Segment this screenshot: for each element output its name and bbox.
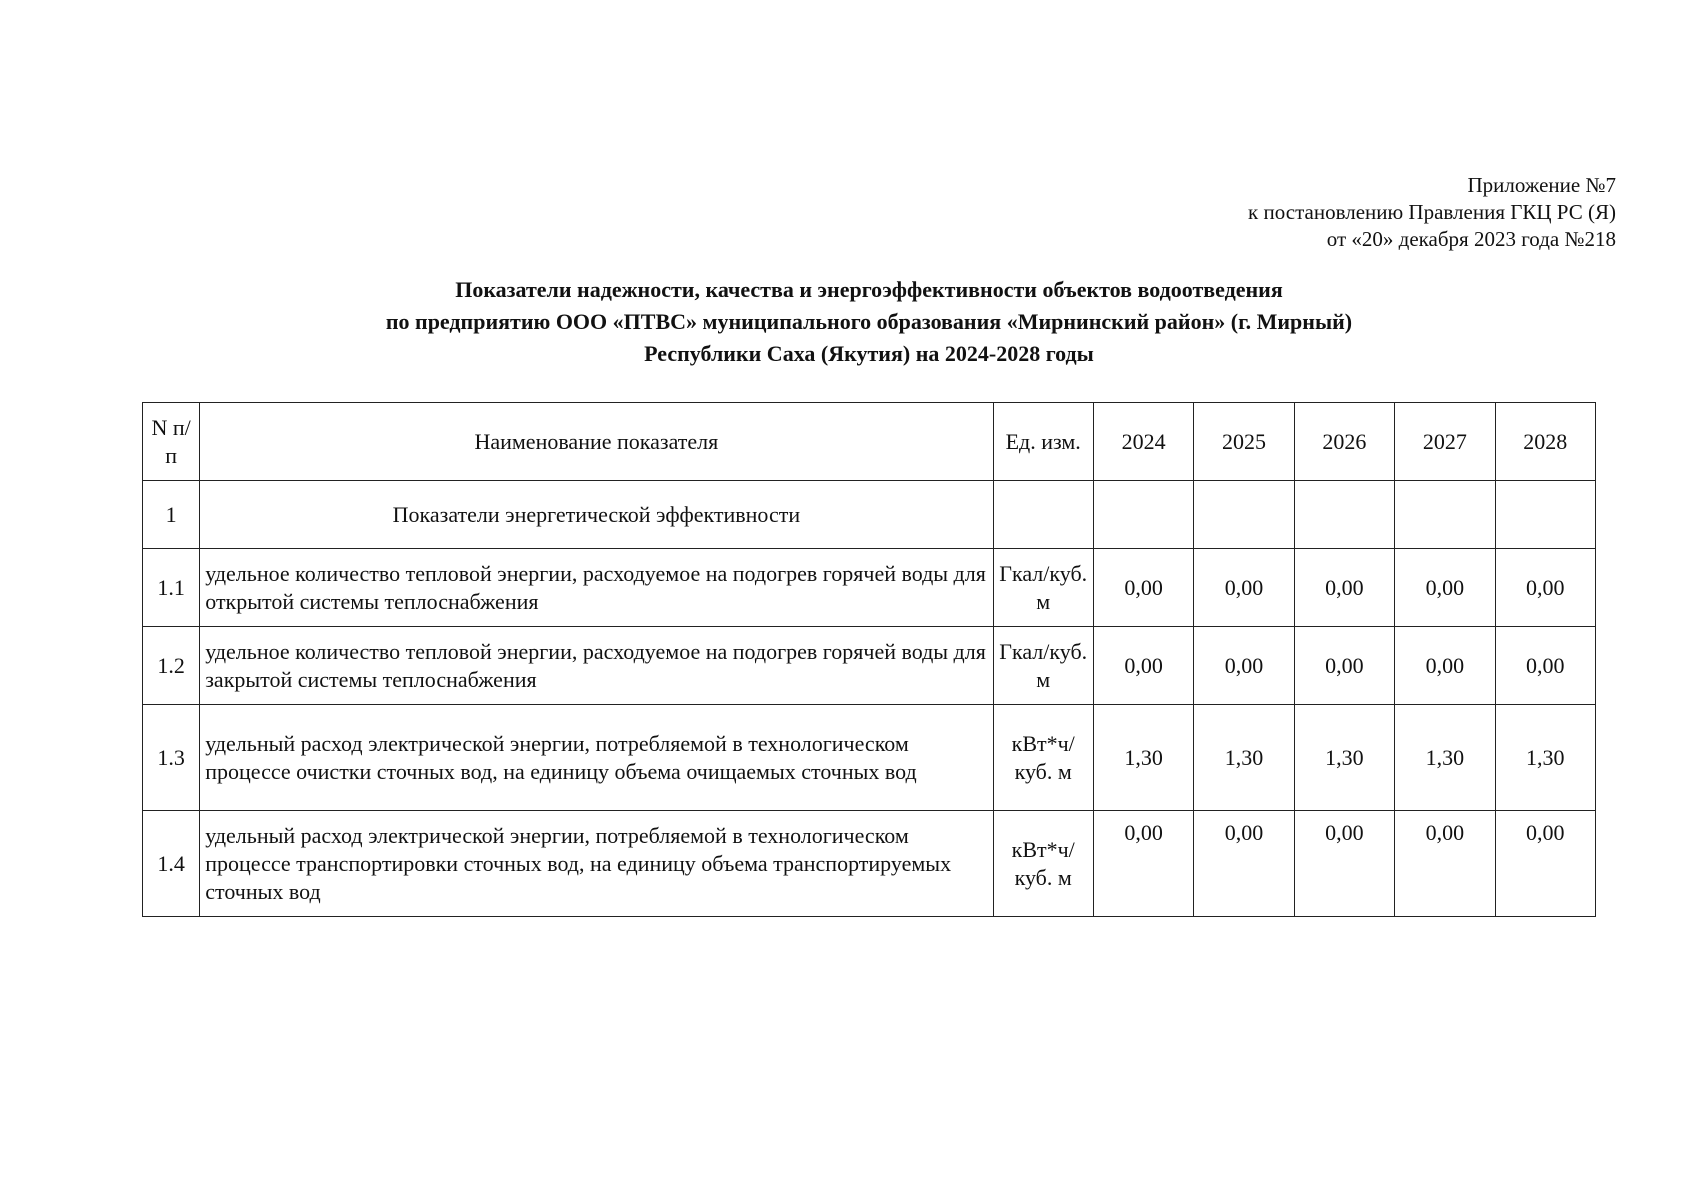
row-unit: кВт*ч/куб. м: [993, 705, 1093, 811]
row-number: 1.4: [143, 811, 200, 917]
table-cell-empty: [1294, 481, 1394, 549]
row-indicator-name: удельный расход электрической энергии, потребляемой в технологическом процессе транспортировки сточных вод, на единицу объема транспортируемых сточных вод: [200, 811, 993, 917]
row-value-2024: 0,00: [1093, 811, 1193, 917]
row-value-2028: 0,00: [1495, 811, 1595, 917]
row-value-2028: 1,30: [1495, 705, 1595, 811]
indicators-table: [142, 402, 1596, 917]
row-unit: кВт*ч/куб. м: [993, 811, 1093, 917]
title-line-3: Республики Саха (Якутия) на 2024-2028 годы: [644, 341, 1094, 366]
table-row: [143, 811, 1596, 917]
table-row: [143, 627, 1596, 705]
row-indicator-name: удельный расход электрической энергии, потребляемой в технологическом процессе очистки сточных вод, на единицу объема очищаемых сточных вод: [200, 705, 993, 811]
header-year-2026: 2026: [1294, 403, 1394, 481]
appendix-resolution: к постановлению Правления ГКЦ РС (Я): [1248, 200, 1616, 224]
header-year-2027: 2027: [1395, 403, 1495, 481]
header-year-2025: 2025: [1194, 403, 1294, 481]
document-title: [143, 274, 1595, 370]
table-cell-empty: [1194, 481, 1294, 549]
header-unit: Ед. изм.: [993, 403, 1093, 481]
header-name: Наименование показателя: [200, 403, 993, 481]
row-number: 1.1: [143, 549, 200, 627]
row-value-2024: 1,30: [1093, 705, 1193, 811]
section-number: 1: [143, 481, 200, 549]
row-value-2025: 0,00: [1194, 549, 1294, 627]
table-cell-empty: [1395, 481, 1495, 549]
header-n: N п/п: [143, 403, 200, 481]
table-cell-empty: [1495, 481, 1595, 549]
appendix-header: [1248, 172, 1616, 253]
table-row: [143, 549, 1596, 627]
row-value-2027: 0,00: [1395, 811, 1495, 917]
row-value-2024: 0,00: [1093, 627, 1193, 705]
row-value-2026: 0,00: [1294, 549, 1394, 627]
header-year-2028: 2028: [1495, 403, 1595, 481]
table-row: [143, 705, 1596, 811]
row-value-2027: 0,00: [1395, 549, 1495, 627]
row-unit: Гкал/куб. м: [993, 549, 1093, 627]
section-title: Показатели энергетической эффективности: [200, 481, 993, 549]
row-value-2025: 0,00: [1194, 811, 1294, 917]
row-unit: Гкал/куб. м: [993, 627, 1093, 705]
title-line-1: Показатели надежности, качества и энергоэффективности объектов водоотведения: [455, 277, 1283, 302]
title-line-2: по предприятию ООО «ПТВС» муниципального образования «Мирнинский район» (г. Мирный): [385, 309, 1353, 334]
appendix-date: от «20» декабря 2023 года №218: [1326, 227, 1616, 251]
row-value-2028: 0,00: [1495, 627, 1595, 705]
row-value-2027: 1,30: [1395, 705, 1495, 811]
row-value-2025: 0,00: [1194, 627, 1294, 705]
row-value-2025: 1,30: [1194, 705, 1294, 811]
row-value-2026: 0,00: [1294, 627, 1394, 705]
row-value-2026: 1,30: [1294, 705, 1394, 811]
table-cell-empty: [993, 481, 1093, 549]
header-year-2024: 2024: [1093, 403, 1193, 481]
row-value-2026: 0,00: [1294, 811, 1394, 917]
row-number: 1.2: [143, 627, 200, 705]
row-indicator-name: удельное количество тепловой энергии, расходуемое на подогрев горячей воды для открытой системы теплоснабжения: [200, 549, 993, 627]
table-header-row: [143, 403, 1596, 481]
table-section-row: [143, 481, 1596, 549]
table-cell-empty: [1093, 481, 1193, 549]
appendix-number: Приложение №7: [1467, 173, 1616, 197]
row-value-2024: 0,00: [1093, 549, 1193, 627]
row-indicator-name: удельное количество тепловой энергии, расходуемое на подогрев горячей воды для закрытой системы теплоснабжения: [200, 627, 993, 705]
row-number: 1.3: [143, 705, 200, 811]
row-value-2028: 0,00: [1495, 549, 1595, 627]
row-value-2027: 0,00: [1395, 627, 1495, 705]
